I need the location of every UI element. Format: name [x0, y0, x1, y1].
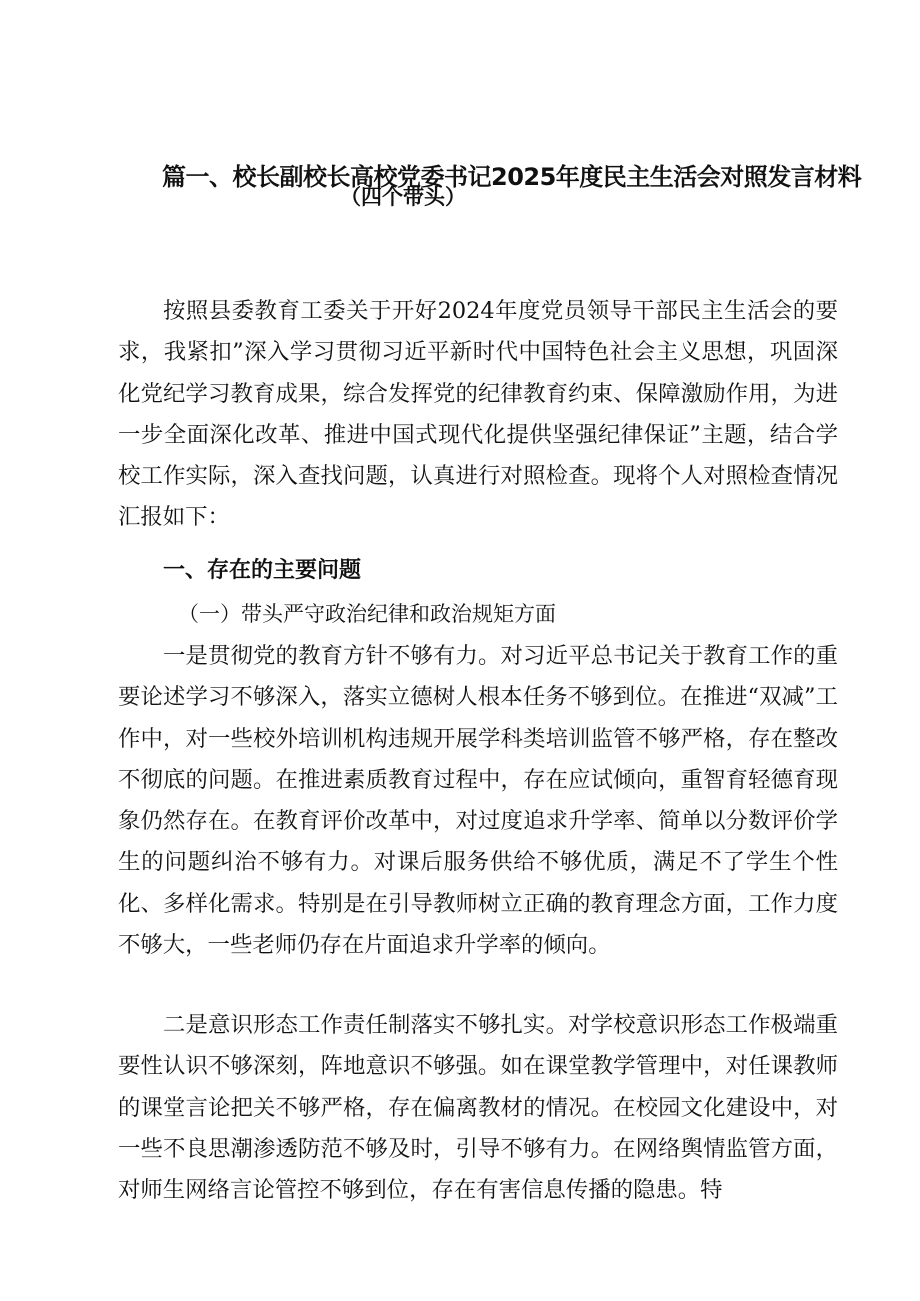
section-heading: 一、存在的主要问题: [163, 558, 362, 583]
intro-paragraph: 按照县委教育工委关于开好2024年度党员领导干部民主生活会的要求，我紧扣”深入学习贯彻习近平新时代中国特色社会主义思想，巩固深化党纪学习教育成果，综合发挥党的纪律教育约束、保障激励作用，为进一步全面深化改革、推进中国式现代化提供坚强纪律保证”主题，结合学校工作实际，深入查找问题，认真进行对照检查。现将个人对照检查情况汇报如下：: [118, 298, 838, 531]
subsection-heading: （一）带头严守政治纪律和政治规矩方面: [178, 602, 556, 626]
body-paragraph-1: 一是贯彻党的教育方针不够有力。对习近平总书记关于教育工作的重要论述学习不够深入，落实立德树人根本任务不够到位。在推进“双减”工作中，对一些校外培训机构违规开展学科类培训监管不够严格，存在整改不彻底的问题。在推进素质教育过程中，存在应试倾向，重智育轻德育现象仍然存在。在教育评价改革中，对过度追求升学率、简单以分数评价学生的问题纠治不够有力。对课后服务供给不够优质，满足不了学生个性化、多样化需求。特别是在引导教师树立正确的教育理念方面，工作力度不够大，一些老师仍存在片面追求升学率的倾向。: [118, 643, 838, 959]
document-subtitle: （四个带头）: [340, 185, 466, 209]
body-paragraph-2: 二是意识形态工作责任制落实不够扎实。对学校意识形态工作极端重要性认识不够深刻，阵地意识不够强。如在课堂教学管理中，对任课教师的课堂言论把关不够严格，存在偏离教材的情况。在校园文化建设中，对一些不良思潮渗透防范不够及时，引导不够有力。在网络舆情监管方面，对师生网络言论管控不够到位，存在有害信息传播的隐患。特: [118, 1012, 838, 1204]
document-title: 篇一、校长副校长高校党委书记2025年度民主生活会对照发言材料: [162, 163, 862, 191]
